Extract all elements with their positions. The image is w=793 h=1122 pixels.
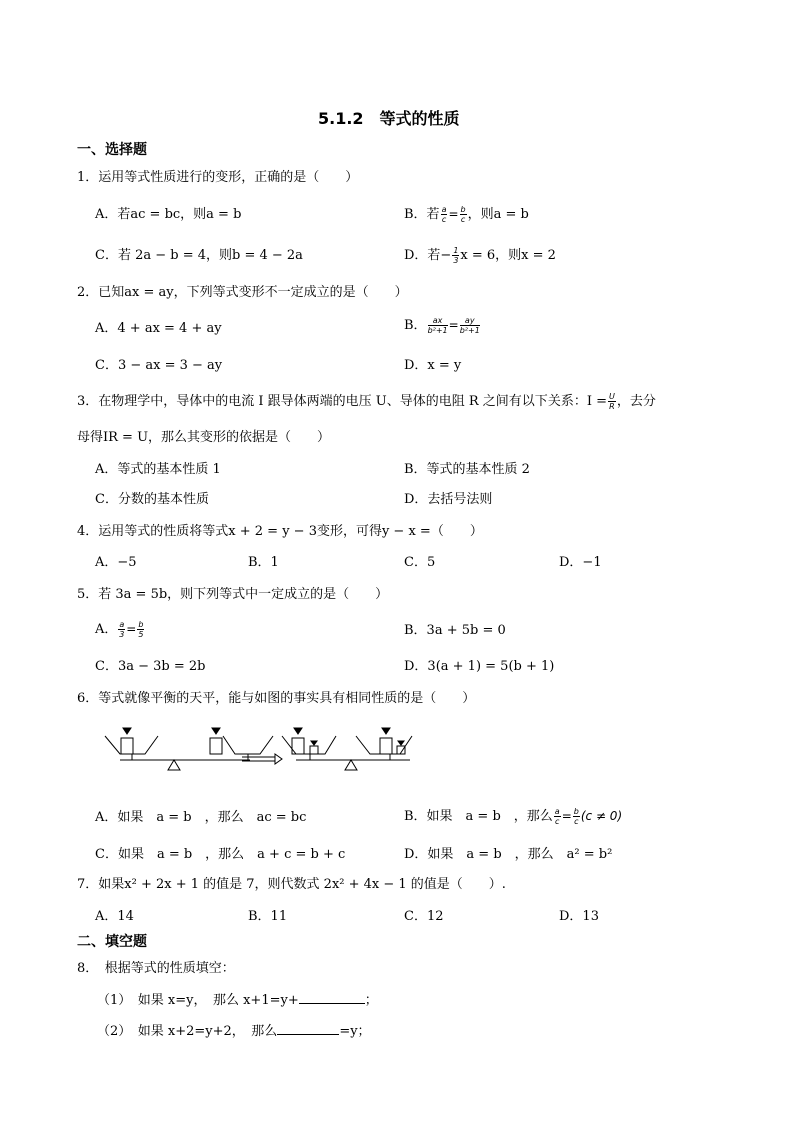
fraction-a-over-c-q6: $\frac{a}{c}$	[554, 807, 560, 826]
q3-option-b: B．等式的基本性质 2	[404, 462, 530, 477]
page-title: 5.1.2 等式的性质	[318, 109, 460, 128]
answer-blank-2[interactable]	[277, 1022, 339, 1035]
q3-line1: 3．在物理学中，导体中的电流 I 跟导体两端的电压 U、导体的电阻 R 之间有以下关系：I = $\frac{U}{R}$ ，去分	[77, 392, 656, 411]
balance-scale-figure	[100, 724, 420, 784]
fraction-b-over-5: $\frac{b}{5}$	[138, 620, 144, 639]
q8-part-1: （1） 如果 x=y， 那么 x+1=y+ ；	[97, 993, 378, 1008]
q7-stem: 7．如果x² + 2x + 1 的值是 7，则代数式 2x² + 4x − 1 的值是（ ）.	[77, 877, 506, 892]
q3-line2: 母得IR = U，那么其变形的依据是（ ）	[77, 430, 331, 445]
fraction-b-over-c: $\frac{b}{c}$	[460, 205, 466, 224]
q2-stem: 2．已知ax = ay，下列等式变形不一定成立的是（ ）	[77, 285, 408, 300]
q6-option-b: B．如果 a = b ，那么 $\frac{a}{c}$ = $\frac{b}{c}$ (c ≠ 0)	[404, 807, 623, 826]
q3-option-a: A．等式的基本性质 1	[95, 462, 221, 477]
q1-option-d: D．若− $\frac{1}{3}$ x = 6，则x = 2	[404, 246, 556, 265]
right-balance	[282, 728, 412, 770]
section-heading-choice: 一、选择题	[77, 142, 147, 158]
fraction-a-over-3: $\frac{a}{3}$	[119, 620, 125, 639]
q5-stem: 5．若 3a = 5b，则下列等式中一定成立的是（ ）	[77, 587, 389, 602]
q5-option-c: C．3a − 3b = 2b	[95, 659, 206, 674]
q6-option-c: C．如果 a = b ，那么 a + c = b + c	[95, 847, 346, 862]
q6-stem: 6．等式就像平衡的天平，能与如图的事实具有相同性质的是（ ）	[77, 691, 476, 706]
q3-option-d: D．去括号法则	[404, 492, 493, 507]
q7-option-c: C．12	[404, 909, 444, 924]
q6-option-a: A．如果 a = b ，那么 ac = bc	[95, 810, 307, 825]
q2-option-d: D．x = y	[404, 358, 462, 373]
fraction-ay: $\frac{ay}{\text{b²+1}}$	[459, 316, 480, 335]
q4-option-b: B．1	[248, 555, 279, 570]
q4-option-d: D．−1	[559, 555, 602, 570]
q2-option-a: A．4 + ax = 4 + ay	[95, 321, 222, 336]
q4-option-c: C．5	[404, 555, 436, 570]
q5-option-a: A． $\frac{a}{3}$ = $\frac{b}{5}$	[95, 620, 144, 639]
fraction-b-over-c-q6: $\frac{b}{c}$	[573, 807, 579, 826]
q4-option-a: A．−5	[95, 555, 137, 570]
q3-option-c: C．分数的基本性质	[95, 492, 209, 507]
q7-option-b: B．11	[248, 909, 288, 924]
q4-stem: 4．运用等式的性质将等式x + 2 = y − 3变形，可得y − x =（ ）	[77, 524, 483, 539]
q2-option-b: B． $\frac{ax}{\text{b²+1}}$ = $\frac{ay}{\text{b²+1}}$	[404, 316, 480, 335]
section-heading-fill: 二、填空题	[77, 934, 147, 950]
q7-option-d: D．13	[559, 909, 599, 924]
fraction-u-over-r: $\frac{U}{R}$	[608, 392, 615, 411]
q1-stem: 1．运用等式性质进行的变形，正确的是（ ）	[77, 170, 359, 185]
q5-option-b: B．3a + 5b = 0	[404, 623, 506, 638]
fraction-a-over-c: $\frac{a}{c}$	[441, 205, 447, 224]
q8-part-2: （2） 如果 x+2=y+2， 那么 =y；	[97, 1024, 371, 1039]
q1-option-a: A．若ac = bc，则a = b	[95, 207, 242, 222]
q5-option-d: D．3(a + 1) = 5(b + 1)	[404, 659, 555, 674]
q8-stem: 8． 根据等式的性质填空：	[77, 961, 235, 976]
fraction-ax: $\frac{ax}{\text{b²+1}}$	[427, 316, 448, 335]
q1-option-b: B．若 $\frac{a}{c}$ = $\frac{b}{c}$ ，则a = b	[404, 205, 529, 224]
answer-blank-1[interactable]	[299, 991, 365, 1004]
q1-option-c: C．若 2a − b = 4，则b = 4 − 2a	[95, 248, 303, 263]
q6-option-d: D．如果 a = b ，那么 a² = b²	[404, 847, 613, 862]
q7-option-a: A．14	[95, 909, 134, 924]
q2-option-c: C．3 − ax = 3 − ay	[95, 358, 223, 373]
fraction-one-third: $\frac{1}{3}$	[453, 246, 459, 265]
left-balance	[105, 728, 273, 770]
